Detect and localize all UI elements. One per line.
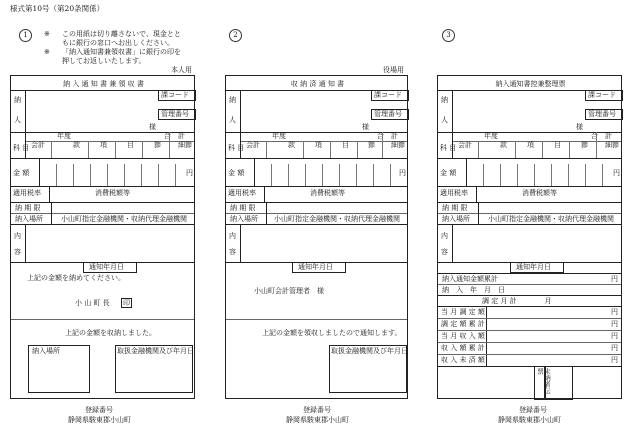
note-1-line-2: もに銀行の窓口へお出しください。 [62, 39, 174, 47]
panel2-title: 収 納 済 通 知 書 [290, 80, 345, 88]
summary-row: 当 月 調 定 額 [441, 308, 485, 316]
payment-place-value: 小山町指定金融機関・収納代理金融機関 [61, 215, 187, 223]
cumulative-amount-label: 納入通知金額累計 [442, 275, 498, 283]
panel3-title: 納入通知書控兼整理票 [495, 80, 566, 88]
content-label: 内 [14, 232, 21, 240]
panel-number-2: 2 [229, 29, 242, 42]
note-mark-1: ※ [44, 30, 50, 38]
panel2-corner-label: 役場用 [383, 66, 404, 74]
note-2-line-1: 「納入通知書兼領収書」に銀行の印を [62, 48, 181, 56]
due-date-label: 納 期 限 [15, 204, 41, 212]
goukei-label: 合 計 [164, 132, 185, 140]
summary-row: 調 定 額 累 計 [441, 320, 485, 328]
panel3-reg-no: 登録番号 [519, 406, 547, 414]
pay-message: 上記の金額を納めてください。 [27, 274, 125, 282]
panel-number-3: 3 [442, 29, 455, 42]
summary-row: 当 月 収 入 額 [441, 332, 485, 340]
panel2-form: 収 納 済 通 知 書 納 人 課コード 管理番号 様 年度 合 計 科 目 会計 款 項 目 節 細節 金 額 円 適用税率 消費税額等 納 期 限 納入場所 小山町指定金融機関・収納代理金融機関 内 容 通知年月日 小山町会計管理者 様 上記の金額を領収しましたので通知します。 取扱金融機関及び年月日 [225, 75, 408, 399]
summary-row: 収 入 額 累 計 [441, 344, 485, 352]
tax-rate-label: 適用税率 [13, 189, 41, 197]
panel1-address: 静岡県駿東郡小山町 [68, 416, 131, 424]
seal-mark: 印 [123, 299, 130, 307]
kingaku-label: 金 額 [13, 169, 30, 177]
note-2-line-2: 押してお返しいたします。 [62, 57, 146, 65]
mayor-label: 小 山 町 長 [75, 299, 110, 307]
panel2-address: 静岡県駿東郡小山町 [286, 416, 349, 424]
kamoku-label: 科 目 [13, 144, 30, 152]
monthly-adjustment-label: 調 定 月 計 月 [482, 297, 552, 305]
tax-code-label: 課コード [161, 91, 189, 99]
panel2-reg-no: 登録番号 [303, 406, 331, 414]
note-mark-2: ※ [44, 48, 50, 56]
summary-row: 収 入 未 済 額 [441, 356, 485, 364]
payment-place-label: 納入場所 [15, 215, 43, 223]
treasurer-addressee: 小山町会計管理者 様 [254, 287, 324, 295]
panel1-corner-label: 本人用 [171, 66, 192, 74]
payer-label: 納 [14, 96, 21, 104]
payment-date-label: 納 入 年 月 日 [442, 286, 505, 294]
nendo-label: 年度 [57, 132, 71, 140]
yen-label: 円 [186, 169, 193, 177]
unpaid-slip-stamp-label: 未納者伝票 [536, 368, 551, 394]
panel1-title: 納 入 通 知 書 兼 領 収 書 [63, 80, 144, 88]
sama-label: 様 [149, 123, 156, 131]
panel-number-1: 1 [19, 29, 32, 42]
panel3-address: 静岡県駿東郡小山町 [498, 416, 561, 424]
panel1-reg-no: 登録番号 [85, 406, 113, 414]
unpaid-stamp-box [545, 366, 573, 400]
notice-date-label: 通知年月日 [89, 263, 124, 271]
mgmt-number-label: 管理番号 [161, 110, 189, 118]
consumption-tax-label: 消費税額等 [95, 189, 130, 197]
note-1-line-1: この用紙は切り離さないで、現金とと [62, 30, 181, 38]
panel2-received-message: 上記の金額を領収しましたので通知します。 [262, 329, 402, 337]
panel3-form: 納入通知書控兼整理票 納 人 課コード 管理番号 様 年度 合 計 科 目 会計 款 項 目 節 細節 金 額 円 適用税率 消費税額等 納 期 限 納入場所 小山町指定金融機関・収納代理金融機関 内 容 通知年月日 納入通知金額累計 円 納 入 年 月 日 調 定 月 計 月 当 月 調 定 額 円 調 定 額 累 計 円 当 月 収 入 額 円 収 入 額 累 計 円 収 入 未 済 額 円 未納者伝票 [437, 75, 622, 399]
panel2-notice-date-label: 通知年月日 [298, 263, 333, 271]
received-message: 上記の金額を収納しました。 [65, 329, 156, 337]
form-number: 様式第10号（第20条関係） [10, 4, 105, 13]
panel1-form: 納 入 通 知 書 兼 領 収 書 納 人 課コード 管理番号 様 年度 合 計 科 目 会計 款 項 目 節 細節 金 額 円 適用税率 消費税額等 納 期 限 納入場所 小山町指定金融機関・収納代理金融機関 内 容 通知年月日 上記の金額を納めてください。 小 山 町 長 印 上記の金額を収納しました。 納入場所 取扱金融機関及び年月日 [10, 75, 195, 399]
